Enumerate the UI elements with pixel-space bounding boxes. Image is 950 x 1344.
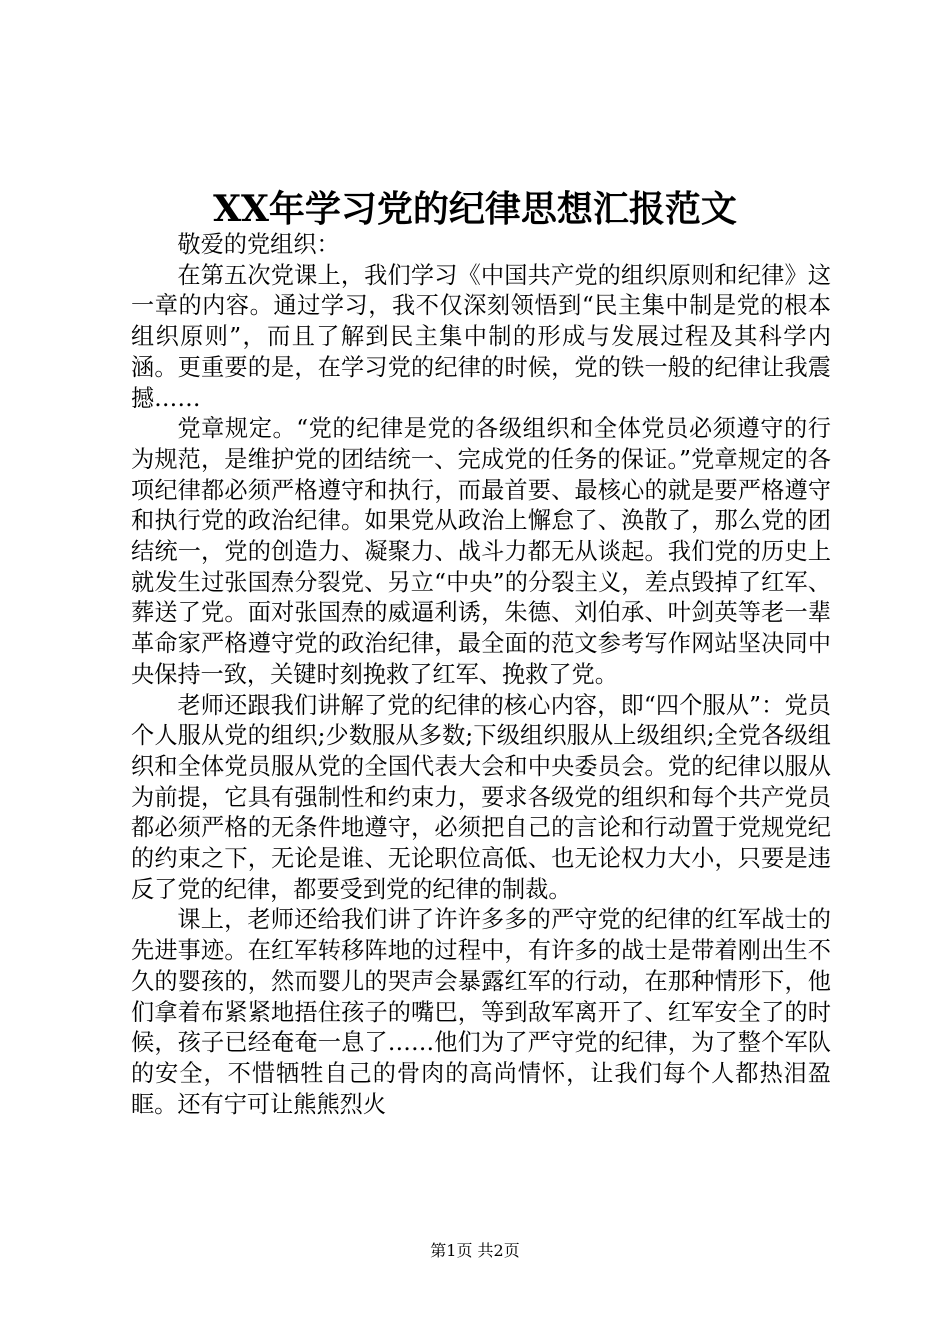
greeting-line: 敬爱的党组织： xyxy=(177,231,340,258)
paragraph-1: 在第五次党课上，我们学习《中国共产党的组织原则和纪律》这一章的内容。通过学习，我不仅深刻领悟到“民主集中制是党的根本组织原则”，而且了解到民主集中制的形成与发展过程及其科学内涵。更重要的是，在学习党的纪律的时候，党的铁一般的纪律让我震撼…… xyxy=(131,261,831,412)
paragraph-2: 党章规定。“党的纪律是党的各级组织和全体党员必须遵守的行为规范，是维护党的团结统一、完成党的任务的保证。”党章规定的各项纪律都必须严格遵守和执行，而最首要、最核心的就是要严格遵守和执行党的政治纪律。如果党从政治上懈怠了、涣散了，那么党的团结统一，党的创造力、凝聚力、战斗力都无从谈起。我们党的历史上就发生过张国焘分裂党、另立“中央”的分裂主义，差点毁掉了红军、葬送了党。面对张国焘的威逼利诱，朱德、刘伯承、叶剑英等老一辈革命家严格遵守党的政治纪律，最全面的范文参考写作网站坚决同中央保持一致，关键时刻挽救了红军、挽救了党。 xyxy=(131,415,831,688)
paragraph-3: 老师还跟我们讲解了党的纪律的核心内容，即“四个服从”：党员个人服从党的组织;少数服从多数;下级组织服从上级组织;全党各级组织和全体党员服从党的全国代表大会和中央委员会。党的纪律以服从为前提，它具有强制性和约束力，要求各级党的组织和每个共产党员都必须严格的无条件地遵守，必须把自己的言论和行动置于党规党纪的约束之下，无论是谁、无论职位高低、也无论权力大小，只要是违反了党的纪律，都要受到党的纪律的制裁。 xyxy=(131,691,831,903)
paragraph-4: 课上，老师还给我们讲了许许多多的严守党的纪律的红军战士的先进事迹。在红军转移阵地的过程中，有许多的战士是带着刚出生不久的婴孩的，然而婴儿的哭声会暴露红军的行动，在那种情形下，他们拿着布紧紧地捂住孩子的嘴巴，等到敌军离开了、红军安全了的时候，孩子已经奄奄一息了……他们为了严守党的纪律，为了整个军队的安全，不惜牺牲自己的骨肉的高尚情怀，让我们每个人都热泪盈眶。还有宁可让熊熊烈火 xyxy=(131,906,831,1118)
page-footer: 第1页 共2页 xyxy=(430,1241,520,1260)
document-body xyxy=(131,230,831,1120)
document-title: XX年学习党的纪律思想汇报范文 xyxy=(213,188,737,230)
